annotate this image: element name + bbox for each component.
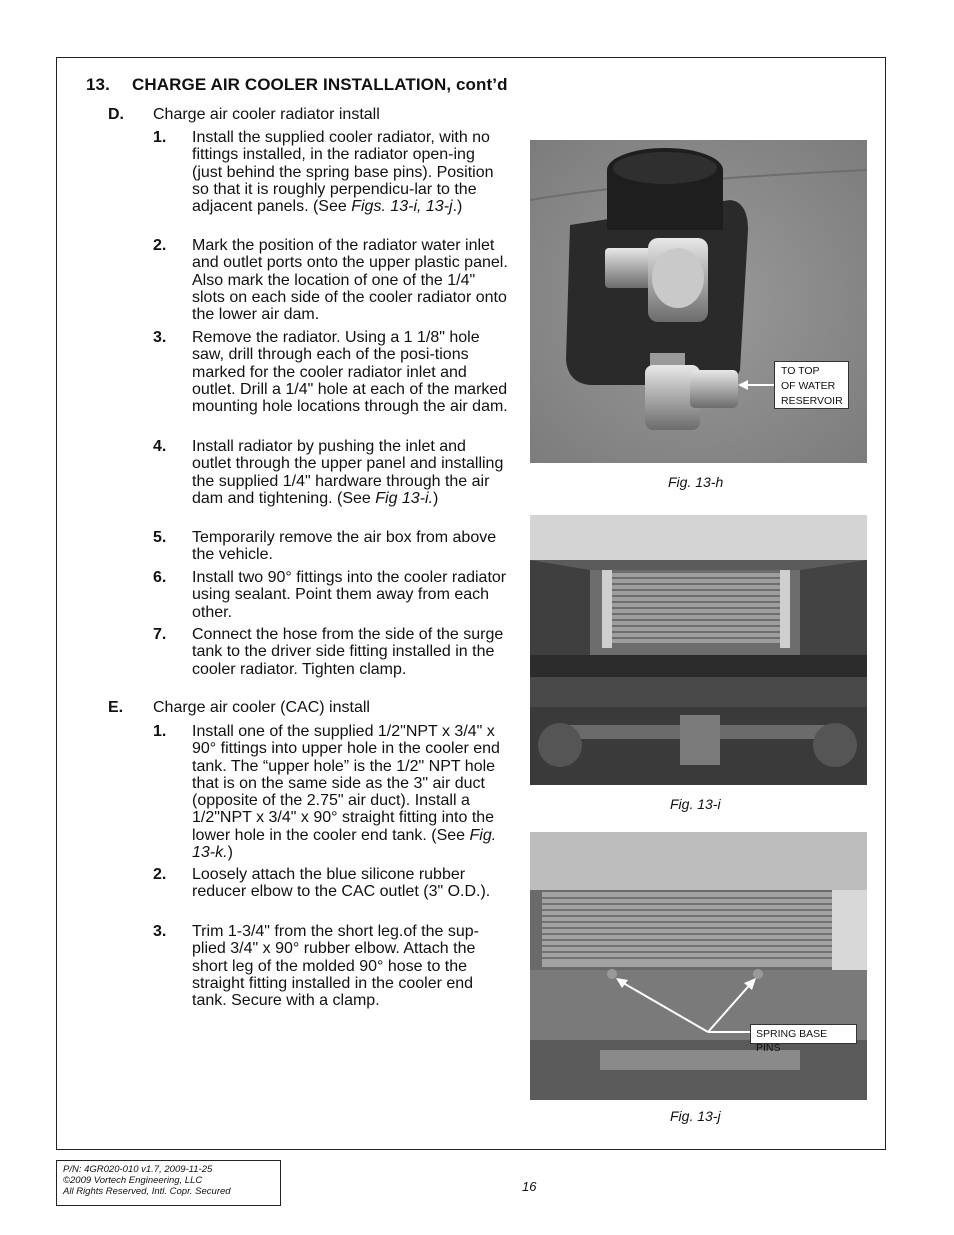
step-text: Temporarily remove the air box from above the vehicle. bbox=[192, 529, 497, 564]
footer-info-box bbox=[56, 1160, 281, 1206]
figure-13-h-caption: Fig. 13-h bbox=[668, 474, 724, 490]
step-text: Install the supplied cooler radiator, with no fittings installed, in the radiator open-ing (just behind the spring base pins). Position so that it is roughly perpendicu-lar to the adjacent panels. (See Figs. 13-i, 13-j.) bbox=[192, 129, 494, 216]
subsection-letter: D. bbox=[108, 106, 124, 123]
subsection-d bbox=[108, 106, 380, 124]
section-title bbox=[86, 75, 508, 95]
step-number: 2. bbox=[153, 866, 167, 883]
footer-rights: All Rights Reserved, Intl. Copr. Secured bbox=[63, 1186, 231, 1197]
figure-13-i-photo bbox=[530, 515, 867, 785]
step-d5 bbox=[153, 529, 508, 564]
step-d1 bbox=[153, 129, 508, 215]
step-d2 bbox=[153, 237, 508, 323]
figure-13-h-photo bbox=[530, 140, 867, 463]
step-text: Trim 1-3/4" from the short leg.of the sup-plied 3/4" x 90° rubber elbow. Attach the short leg of the molded 90° hose to the straight fitting installed in the cooler end tank. Secure with a clamp. bbox=[192, 923, 479, 1010]
figure-13-h-callout: TO TOP OF WATER RESERVOIR bbox=[774, 361, 849, 409]
step-d3 bbox=[153, 329, 508, 415]
step-d6 bbox=[153, 569, 508, 621]
step-number: 3. bbox=[153, 329, 167, 346]
footer-part-number: P/N: 4GR020-010 v1.7, 2009-11-25 bbox=[63, 1164, 213, 1175]
page-number: 16 bbox=[522, 1179, 537, 1194]
step-e3 bbox=[153, 923, 508, 1009]
subsection-e bbox=[108, 699, 370, 717]
figure-13-j-callout: SPRING BASE PINS bbox=[750, 1024, 857, 1044]
step-d7 bbox=[153, 626, 508, 678]
step-number: 2. bbox=[153, 237, 167, 254]
step-text: Install two 90° fittings into the cooler radiator using sealant. Point them away from each other. bbox=[192, 569, 507, 621]
subsection-title: Charge air cooler (CAC) install bbox=[153, 699, 370, 716]
section-title-text: CHARGE AIR COOLER INSTALLATION, cont’d bbox=[132, 75, 508, 94]
step-e1 bbox=[153, 723, 508, 861]
step-number: 7. bbox=[153, 626, 167, 643]
figure-13-i-caption: Fig. 13-i bbox=[670, 796, 721, 812]
step-text: Install one of the supplied 1/2"NPT x 3/4" x 90° fittings into upper hole in the cooler end tank. The “upper hole” is the 1/2" NPT hole that is on the same side as the 3" air duct (opposite of the 2.75" air duct). Install a 1/2"NPT x 3/4" x 90° straight fitting into the lower hole in the cooler end tank. (See Fig. 13-k.) bbox=[192, 723, 500, 862]
section-number: 13. bbox=[86, 75, 110, 94]
step-e2 bbox=[153, 866, 508, 901]
step-text: Loosely attach the blue silicone rubber reducer elbow to the CAC outlet (3" O.D.). bbox=[192, 866, 491, 901]
step-number: 6. bbox=[153, 569, 167, 586]
step-text: Mark the position of the radiator water inlet and outlet ports onto the upper plastic panel. Also mark the location of one of the 1/4" slots on each side of the cooler radiator onto the lower air dam. bbox=[192, 237, 508, 324]
step-text: Connect the hose from the side of the surge tank to the driver side fitting installed in the cooler radiator. Tighten clamp. bbox=[192, 626, 504, 678]
figure-13-j-caption: Fig. 13-j bbox=[670, 1108, 721, 1124]
step-text: Remove the radiator. Using a 1 1/8" hole saw, drill through each of the posi-tions marked for the cooler radiator inlet and outlet. Drill a 1/4" hole at each of the marked mounting hole locations through the air dam. bbox=[192, 329, 508, 416]
figure-13-j-photo bbox=[530, 832, 867, 1100]
footer-copyright: ©2009 Vortech Engineering, LLC bbox=[63, 1175, 203, 1186]
step-number: 3. bbox=[153, 923, 167, 940]
step-number: 1. bbox=[153, 129, 167, 146]
step-d4 bbox=[153, 438, 508, 507]
subsection-letter: E. bbox=[108, 699, 124, 716]
step-text: Install radiator by pushing the inlet and outlet through the upper panel and installing the supplied 1/4" hardware through the air dam and tightening. (See Fig 13-i.) bbox=[192, 438, 504, 507]
step-number: 4. bbox=[153, 438, 167, 455]
step-number: 1. bbox=[153, 723, 167, 740]
step-number: 5. bbox=[153, 529, 167, 546]
subsection-title: Charge air cooler radiator install bbox=[153, 106, 380, 123]
